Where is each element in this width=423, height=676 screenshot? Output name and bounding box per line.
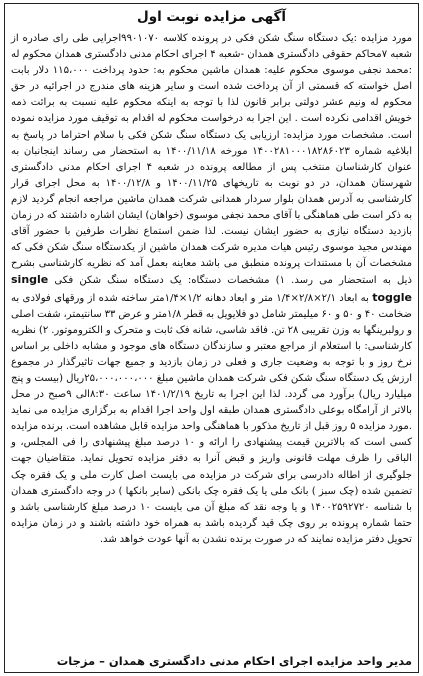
notice-body-model: single toggle — [11, 273, 412, 304]
notice-body-part1: مورد مزایده :یک دستگاه سنگ شکن فکی در پرونده کلاسه ۹۹۰۱۰۷۰اجرایی طی رای صادره از شعبه ۷محاکم حقوقی دادگستری همدان -شعبه ۴ اجرای احکام مدنی دادگستری همدان محکوم له :محمد نجفی موسوی محکوم علیه: همدان ماشین محکوم به: حدود پرداخت ۱۱۵،۰۰۰ دلار بابت اصل خواسته که قسمتی از آن پرداخت شده است و سایر هزینه های مندرج در اجرائیه در حق محکوم له ونیم عشر دولتی برابر قانون لذا با توجه به اینکه محکوم علیه نسبت به برائت ذمه خویش اقدامی نکرده است . این اجرا به درخواست محکوم له اقدام به توقیف مورد مزایده نموده است. مشخصات مورد مزایده: ارزیابی یک دستگاه سنگ شکن فکی با سلام احتراما در پاسخ به ابلاغیه شماره ۱۴۰۰۲۸۱۰۰۰۱۸۲۸۶۰۲۳ مورخه ۱۴۰۰/۱۱/۱۸ به استحضار می رساند اینجانبان به عنوان کارشناسان منتخب پس از مطالعه پرونده در شعبه ۴ اجرای احکام مدنی دادگستری شهرستان همدان، در دو نوبت به تاریخهای ۱۴۰۰/۱۱/۲۵ و ۱۴۰۰/۱۲/۸ به محل اجرای قرار کارشناسی به آدرس همدان بلوار سردار همدانی شرکت همدان ماشین مراجعه انجام گردید لازم به ذکر است طی هماهنگی با آقای محمد نجفی موسوی (خواهان) ایشان اشاره داشتند که در زمان بازدید دستگاه نیازی به حضور ایشان نیست. لذا ضمن استماع نظرات طرفین با حضور آقای مهندس مجید موسوی رئیس هیات مدیره شرکت همدان ماشین از یکدستگاه سنگ شکن فکی که مشخصات آن با مستندات پرونده منطبق می باشد معاینه بعمل آمد که نظریه کارشناسی بشرح ذیل به استحضار می رسد. ۱) مشخصات دستگاه: یک دستگاه سنگ شکن فکی — [11, 33, 413, 287]
notice-body-part2: به ابعاد ۲/۱×۲/۸×۱/۴ متر و ابعاد دهانه ۱/۲×۱/۴متر ساخته شده از ورقهای فولادی به ضخامت ۴۰ و ۵۰ و ۶۰ میلیمتر شامل دو فلایویل به قطر ۱/۸متر و عرض ۳۳ سانتیمتر، شفت اصلی و رولبرینگها به وزن تقریبی ۲۸ تن. فاقد شاسی، شانه فک ثابت و متحرک و الکتروموتور. ۲) نظریه کارشناسی: با استعلام از مراجع معتبر و سازندگان دستگاه های موجود و مشابه داخلی بر اساس نرخ روز و با توجه به وضعیت جاری و فعلی در زمان بازدید و جمیع جهات تاثیرگذار در مجموع ارزش یک دستگاه سنگ شکن فکی شرکت همدان ماشین مبلغ ۲۵،۰۰۰،۰۰۰،۰۰۰ریال (بیست و پنج میلیارد ریال) برآورد می گردد. لذا این اجرا به تاریخ ۱۴۰۱/۲/۱۹ ساعت ۸:۳۰الی ۹صبح در محل بالاتر از آرامگاه بوعلی دادگستری همدان طبقه اول واحد اجرا اقدام به برگزاری مزایده می نماید .مورد مزایده ۵ روز قبل از تاریخ مذکور با هماهنگی واحد مزایده قابل مشاهده است. برنده مزایده کسی است که بالاترین قیمت پیشنهادی را ارائه و ۱۰ درصد مبلغ پیشنهادی را فی المجلس، و الباقی را ظرف مهلت قانونی واریز و قبض آنرا به دفتر مزایده تحویل نماید. متقاضیان جهت جلوگیری از اطاله دادرسی برای شرکت در مزایده می بایست اصل کارت ملی و یک فقره چک تضمین شده (چک سبز ) بانک ملی یا یک فقره چک بانکی (سایر بانکها ) در وجه دادگستری همدان با شناسه ۱۴۰۰۲۵۹۲۷۲۰ و یا وجه نقد که مبلغ آن می بایست ۱۰ درصد مبلغ کارشناسی باشد و حتما شماره پرونده بر روی چک قید گردیده باشد به همراه خود داشته باشند و در زمان مزایده تحویل دفتر مزایده نمایند که در صورت برنده نشدن به آنها عودت خواهد شد. — [11, 292, 413, 545]
notice-title: آگهی مزایده نوبت اول — [137, 9, 286, 25]
notice-body — [11, 31, 412, 548]
notice-paragraph — [11, 31, 412, 548]
notice-footer: مدیر واحد مزایده اجرای احکام مدنی دادگستری همدان – مزجات — [56, 654, 412, 668]
auction-notice — [4, 3, 419, 673]
